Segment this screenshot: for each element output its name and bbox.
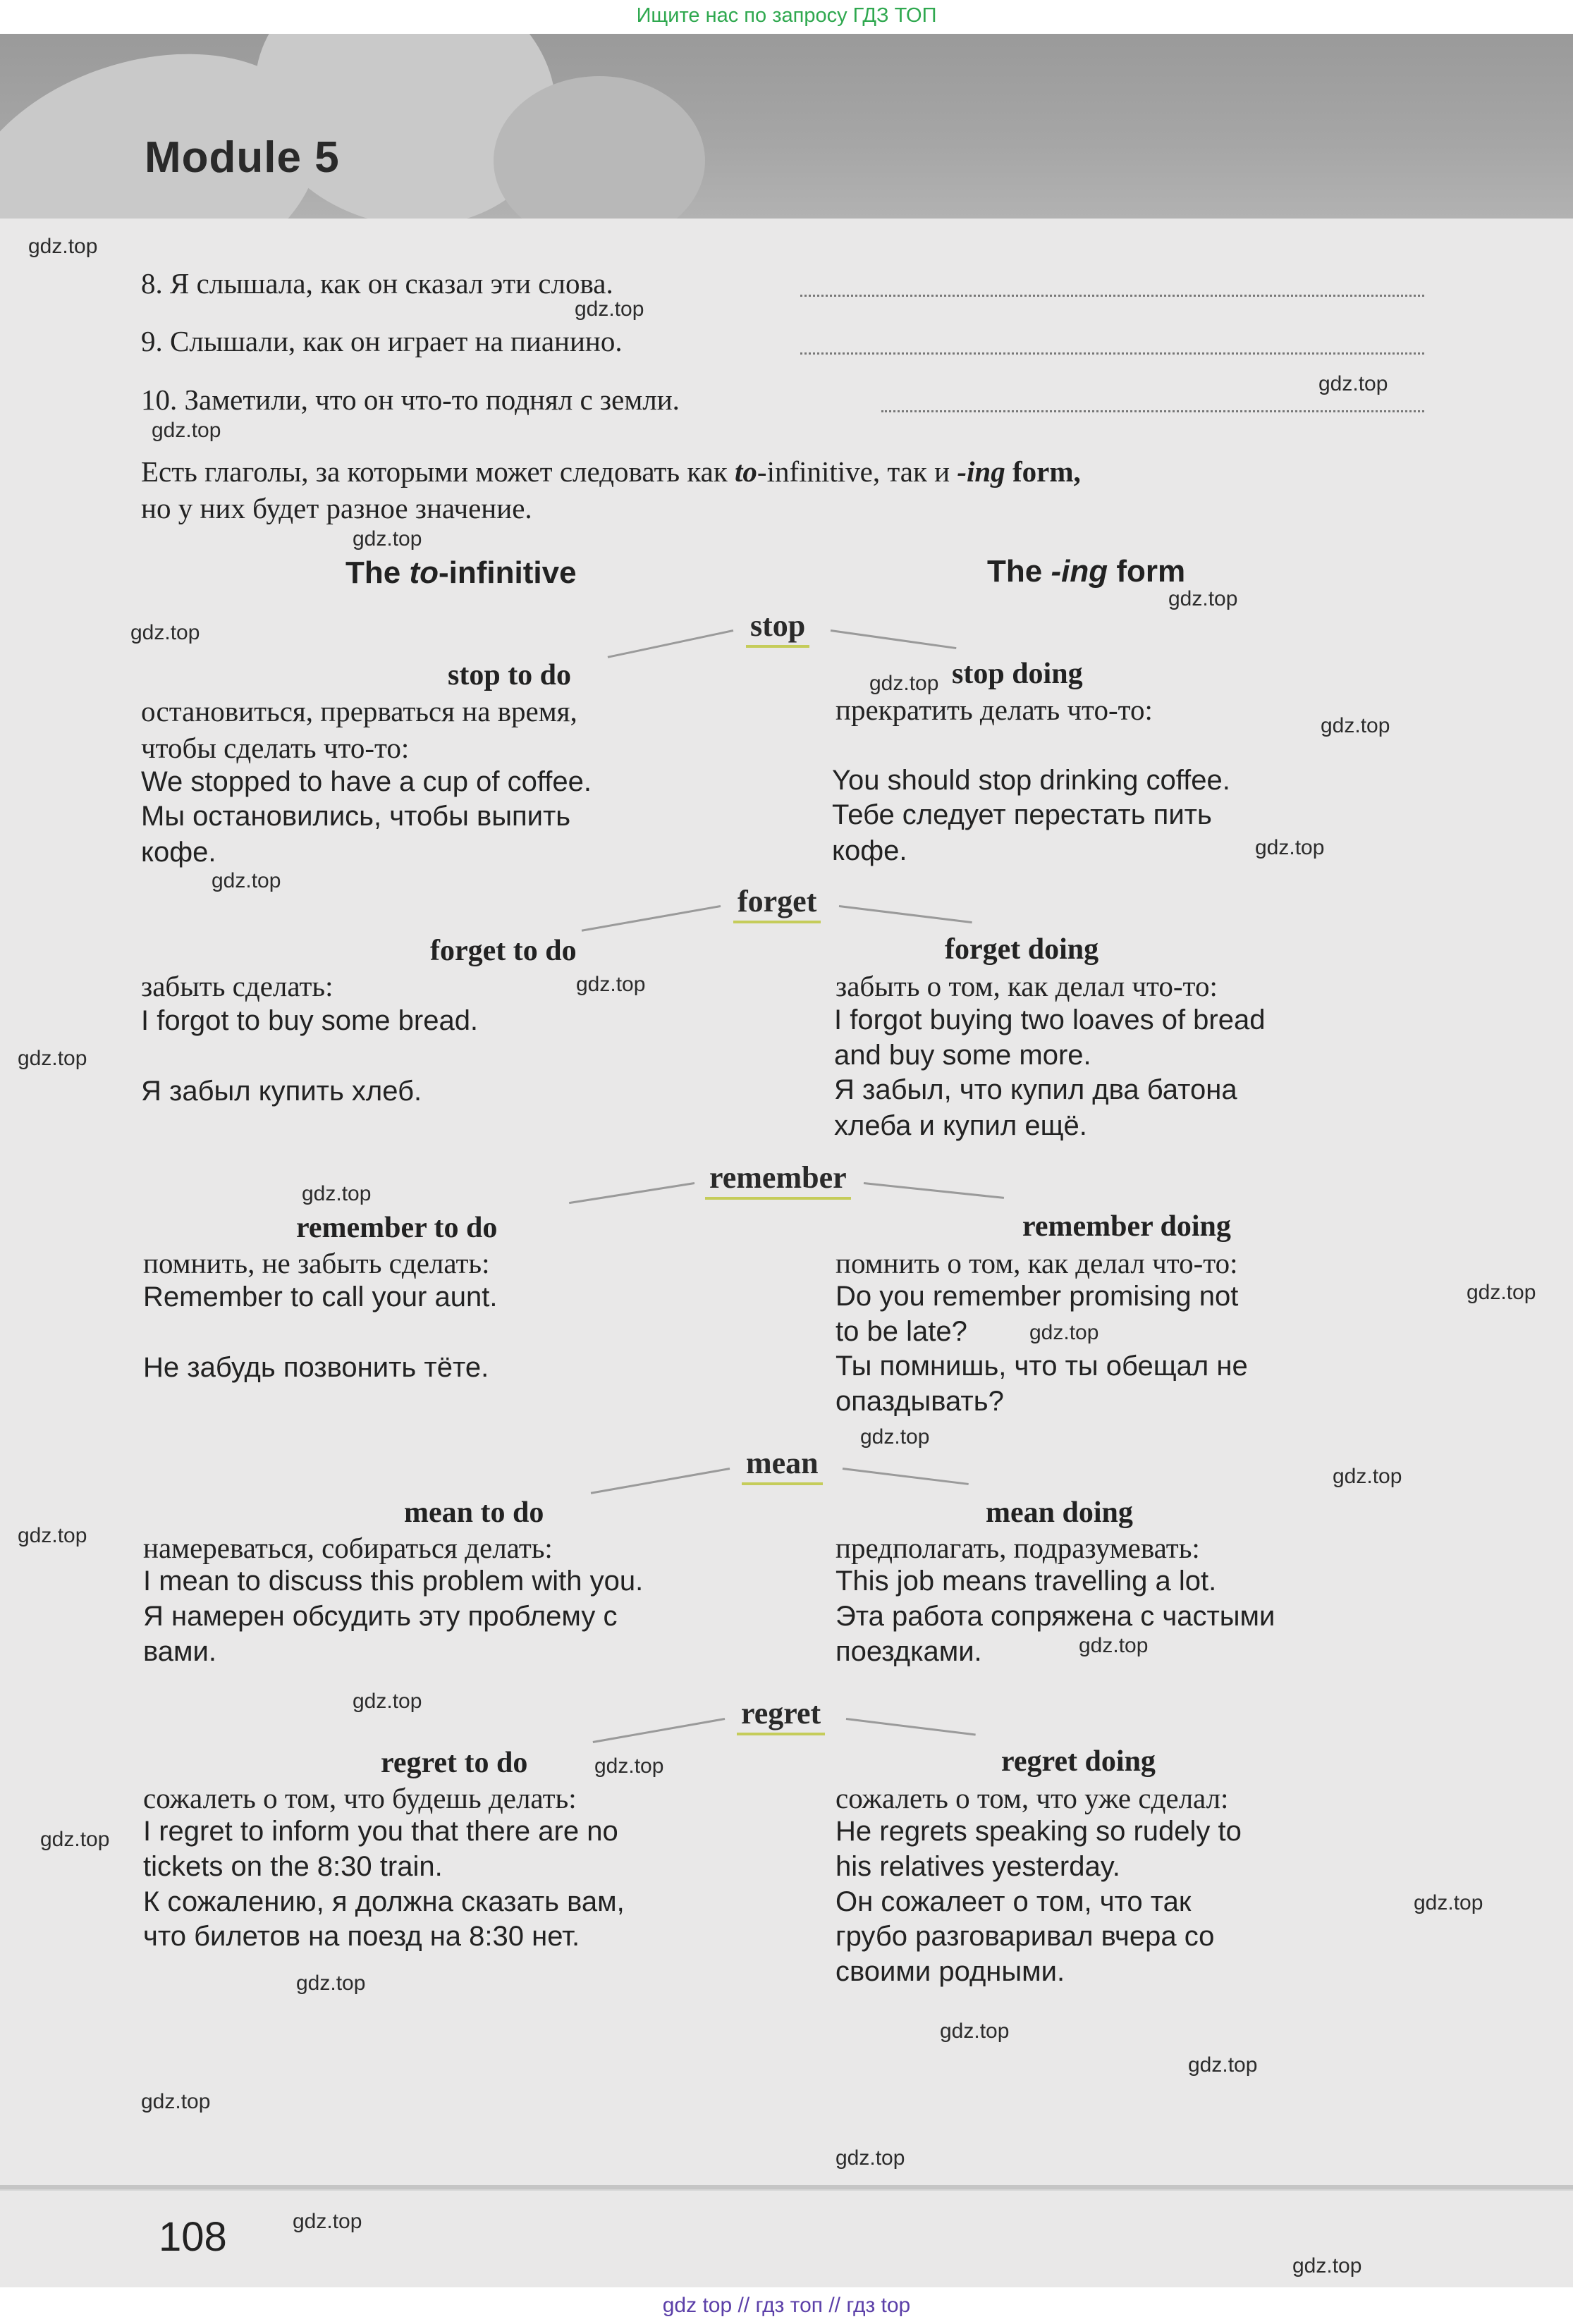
- watermark: gdz.top: [18, 1524, 87, 1547]
- footer-divider: [0, 2185, 1573, 2191]
- watermark: gdz.top: [1168, 587, 1238, 610]
- intro-to: to: [735, 455, 757, 488]
- arrow-left-icon: [593, 1718, 726, 1743]
- exercise-item-8: 8. Я слышала, как он сказал эти слова.: [141, 267, 613, 300]
- regret-right-line: He regrets speaking so rudely to: [836, 1816, 1242, 1847]
- regret-right-line: сожалеть о том, что уже сделал:: [836, 1782, 1229, 1814]
- bottom-banner-text[interactable]: gdz top // гдз топ // гдз top: [662, 2294, 911, 2317]
- remember-right-line: помнить о том, как делал что-то:: [836, 1247, 1238, 1279]
- arrow-right-icon: [831, 629, 957, 649]
- mean-right-line: поездками.: [836, 1636, 982, 1667]
- form-mean-to-do: mean to do: [404, 1496, 544, 1529]
- watermark: gdz.top: [869, 672, 939, 695]
- col-header-the: The: [345, 555, 410, 590]
- forget-left-line: Я забыл купить хлеб.: [141, 1076, 422, 1107]
- stop-left-line: чтобы сделать что-то:: [141, 732, 410, 764]
- arrow-right-icon: [864, 1182, 1004, 1199]
- watermark: gdz.top: [1321, 714, 1390, 737]
- remember-right-line: Ты помнишь, что ты обещал не: [836, 1351, 1248, 1382]
- watermark: gdz.top: [836, 2146, 905, 2170]
- regret-left-line: I regret to inform you that there are no: [143, 1816, 618, 1847]
- regret-left-line: tickets on the 8:30 train.: [143, 1851, 443, 1882]
- watermark: gdz.top: [576, 973, 646, 996]
- watermark: gdz.top: [1414, 1891, 1483, 1914]
- watermark: gdz.top: [296, 1972, 366, 1995]
- intro-inf: -infinitive, так и: [757, 455, 957, 488]
- arrow-left-icon: [608, 629, 734, 658]
- regret-right-line: his relatives yesterday.: [836, 1851, 1120, 1882]
- stop-left-line: остановиться, прерваться на время,: [141, 695, 577, 727]
- answer-line[interactable]: [800, 352, 1424, 355]
- arrow-right-icon: [843, 1468, 969, 1485]
- watermark: gdz.top: [1029, 1321, 1099, 1344]
- verb-heading-remember: remember: [705, 1160, 851, 1200]
- forget-right-line: and buy some more.: [834, 1040, 1091, 1071]
- col-header-infinitive: -infinitive: [438, 555, 577, 590]
- form-stop-to-do: stop to do: [448, 659, 572, 691]
- remember-left-line: Не забудь позвонить тёте.: [143, 1352, 489, 1383]
- arrow-left-icon: [591, 1468, 730, 1494]
- stop-left-line: кофе.: [141, 837, 216, 868]
- watermark: gdz.top: [353, 527, 422, 551]
- arrow-right-icon: [839, 905, 972, 923]
- watermark: gdz.top: [130, 621, 200, 644]
- remember-right-line: to be late?: [836, 1316, 967, 1347]
- watermark: gdz.top: [1255, 836, 1325, 859]
- watermark: gdz.top: [28, 235, 98, 258]
- watermark: gdz.top: [40, 1828, 110, 1851]
- col-header-form: form: [1108, 554, 1186, 589]
- verb-heading-regret: regret: [737, 1695, 825, 1735]
- watermark: gdz.top: [860, 1425, 930, 1449]
- watermark: gdz.top: [152, 419, 221, 442]
- col-header-ing-form: [987, 554, 1185, 589]
- arrow-right-icon: [846, 1718, 976, 1736]
- regret-left-line: сожалеть о том, что будешь делать:: [143, 1782, 577, 1814]
- watermark: gdz.top: [1079, 1634, 1149, 1657]
- forget-left-line: забыть сделать:: [141, 970, 333, 1002]
- stop-left-line: Мы остановились, чтобы выпить: [141, 801, 571, 832]
- arrow-left-icon: [582, 905, 721, 932]
- forget-right-line: I forgot buying two loaves of bread: [834, 1004, 1266, 1035]
- mean-left-line: Я намерен обсудить эту проблему с: [143, 1601, 618, 1632]
- form-mean-doing: mean doing: [986, 1496, 1133, 1529]
- watermark: gdz.top: [293, 2210, 362, 2233]
- mean-left-line: намереваться, собираться делать:: [143, 1532, 553, 1564]
- stop-left-line: We stopped to have a cup of coffee.: [141, 766, 592, 797]
- top-banner[interactable]: [0, 0, 1573, 34]
- remember-left-line: Remember to call your aunt.: [143, 1281, 498, 1312]
- watermark: gdz.top: [594, 1754, 664, 1778]
- answer-line[interactable]: [800, 295, 1424, 297]
- exercise-item-9: 9. Слышали, как он играет на пианино.: [141, 325, 623, 357]
- mean-right-line: предполагать, подразумевать:: [836, 1532, 1200, 1564]
- mean-right-line: This job means travelling a lot.: [836, 1566, 1217, 1597]
- form-regret-to-do: regret to do: [381, 1747, 528, 1779]
- answer-line[interactable]: [881, 410, 1424, 412]
- form-stop-doing: stop doing: [952, 658, 1083, 690]
- watermark: gdz.top: [353, 1690, 422, 1713]
- arrow-left-icon: [569, 1182, 694, 1204]
- forget-left-line: I forgot to buy some bread.: [141, 1005, 479, 1036]
- verb-heading-forget: forget: [733, 883, 821, 923]
- regret-right-line: грубо разговаривал вчера со: [836, 1921, 1215, 1952]
- col-header-ing: -ing: [1051, 554, 1108, 589]
- top-banner-text[interactable]: Ищите нас по запросу ГДЗ ТОП: [636, 4, 937, 27]
- watermark: gdz.top: [1188, 2053, 1258, 2077]
- module-title: Module 5: [145, 133, 340, 182]
- watermark: gdz.top: [940, 2019, 1010, 2043]
- watermark: gdz.top: [18, 1047, 87, 1070]
- mean-left-line: вами.: [143, 1636, 217, 1667]
- verb-heading-mean: mean: [742, 1445, 823, 1485]
- remember-left-line: помнить, не забыть сделать:: [143, 1247, 490, 1279]
- regret-left-line: К сожалению, я должна сказать вам,: [143, 1886, 625, 1917]
- stop-right-line: кофе.: [832, 835, 907, 866]
- form-remember-doing: remember doing: [1022, 1210, 1231, 1243]
- intro-text: Есть глаголы, за которыми может следовать как: [141, 455, 735, 488]
- col-header-the: The: [987, 554, 1051, 589]
- regret-right-line: Он сожалеет о том, что так: [836, 1886, 1192, 1917]
- forget-right-line: Я забыл, что купил два батона: [834, 1074, 1237, 1105]
- form-regret-doing: regret doing: [1001, 1745, 1156, 1778]
- watermark: gdz.top: [1292, 2254, 1362, 2277]
- form-remember-to-do: remember to do: [296, 1212, 498, 1244]
- intro-line-2: но у них будет разное значение.: [141, 492, 532, 524]
- stop-right-line: прекратить делать что-то:: [836, 694, 1153, 726]
- verb-heading-stop: stop: [746, 608, 809, 648]
- watermark: gdz.top: [1333, 1465, 1402, 1488]
- watermark: gdz.top: [212, 869, 281, 892]
- exercise-item-10: 10. Заметили, что он что-то поднял с земли.: [141, 383, 680, 416]
- form-forget-doing: forget doing: [945, 933, 1099, 966]
- regret-right-line: своими родными.: [836, 1956, 1065, 1987]
- watermark: gdz.top: [302, 1182, 372, 1205]
- intro-paragraph: [141, 455, 1081, 488]
- col-header-to-infinitive: [345, 555, 577, 591]
- mean-left-line: I mean to discuss this problem with you.: [143, 1566, 644, 1597]
- regret-left-line: что билетов на поезд на 8:30 нет.: [143, 1921, 580, 1952]
- stop-right-line: Тебе следует перестать пить: [832, 799, 1212, 830]
- watermark: gdz.top: [1467, 1281, 1536, 1304]
- watermark: gdz.top: [141, 2090, 211, 2113]
- module-header: [0, 34, 1573, 219]
- page-number: 108: [159, 2214, 227, 2260]
- col-header-to: to: [409, 555, 439, 590]
- intro-form: form,: [1005, 455, 1081, 488]
- intro-ing: -ing: [957, 455, 1005, 488]
- bottom-banner[interactable]: [0, 2287, 1573, 2324]
- remember-right-line: опаздывать?: [836, 1386, 1004, 1417]
- mean-right-line: Эта работа сопряжена с частыми: [836, 1601, 1275, 1632]
- form-forget-to-do: forget to do: [430, 935, 577, 967]
- stop-right-line: You should stop drinking coffee.: [832, 765, 1230, 796]
- watermark: gdz.top: [575, 297, 644, 321]
- forget-right-line: хлеба и купил ещё.: [834, 1110, 1087, 1141]
- watermark: gdz.top: [1318, 372, 1388, 395]
- forget-right-line: забыть о том, как делал что-то:: [836, 970, 1218, 1002]
- remember-right-line: Do you remember promising not: [836, 1281, 1239, 1312]
